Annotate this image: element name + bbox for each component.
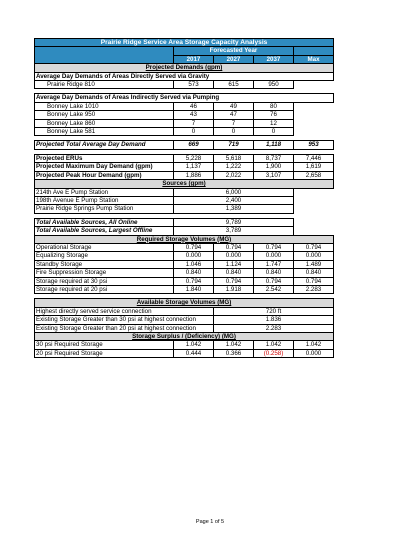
table-row: Bonney Lake 860 7 7 12: [35, 119, 334, 127]
table-row: Total Available Sources, Largest Offline 3,789: [35, 227, 334, 235]
table-row: Fire Suppression Storage 0.840 0.840 0.840 0.840: [35, 269, 334, 277]
surplus-header: Storage Surplus / (Deficiency) (MG): [35, 333, 334, 341]
sources-header: Sources (gpm): [35, 180, 334, 188]
gravity-header: Average Day Demands of Areas Directly Served via Gravity: [35, 72, 334, 80]
table-row: Standby Storage 1.046 1.124 1.747 1.489: [35, 260, 334, 268]
table-row: Total Available Sources, All Online 9,789: [35, 218, 334, 226]
table-row: Projected Maximum Day Demand (gpm) 1,137 1,222 1,900 1,619: [35, 163, 334, 171]
table-row: Bonney Lake 581 0 0 0: [35, 128, 334, 136]
storage-capacity-table: [34, 38, 333, 358]
table-row: Projected Peak Hour Demand (gpm) 1,886 2,022 3,107 2,658: [35, 171, 334, 179]
total-average-day-row: Projected Total Average Day Demand 669 719 1,118 953: [35, 141, 334, 149]
table-row: Existing Storage Greater than 20 psi at highest connection 2.283: [35, 324, 334, 332]
table-row: Operational Storage 0.794 0.794 0.794 0.794: [35, 243, 334, 251]
forecast-year-header: Forecasted Year: [174, 47, 294, 55]
table-row: Highest directly served service connection 720 ft: [35, 307, 334, 315]
table-row: Storage required at 30 psi 0.794 0.794 0.794 0.794: [35, 277, 334, 285]
max-header: Max: [294, 55, 334, 63]
table-row: Bonney Lake 1010 46 49 80: [35, 102, 334, 110]
year-2027-header: 2027: [214, 55, 254, 63]
table-row: 198th Avenue E Pump Station 2,400: [35, 196, 334, 204]
pumping-header: Average Day Demands of Areas Indirectly Served via Pumping: [35, 94, 334, 102]
page-footer: Page 1 of 5: [195, 519, 225, 525]
year-2017-header: 2017: [174, 55, 214, 63]
available-storage-header: Available Storage Volumes (MG): [35, 299, 334, 307]
table-row: Bonney Lake 950 43 47 76: [35, 111, 334, 119]
table-row: 30 psi Required Storage 1.042 1.042 1.042 1.042: [35, 341, 334, 349]
table-row: 20 psi Required Storage 0.444 0.366 (0.258) 0.000: [35, 349, 334, 357]
table-row: Prairie Ridge Springs Pump Station 1,389: [35, 205, 334, 213]
table-row: Storage required at 20 psi 1.840 1.918 2.542 2.283: [35, 285, 334, 293]
table-title: Prairie Ridge Service Area Storage Capacity Analysis: [35, 39, 334, 47]
year-2037-header: 2037: [254, 55, 294, 63]
table-row: Existing Storage Greater than 30 psi at highest connection 1.836: [35, 316, 334, 324]
table-row: 214th Ave E Pump Station 6,000: [35, 188, 334, 196]
projected-demands-header: Projected Demands (gpm): [35, 64, 334, 72]
required-storage-header: Required Storage Volumes (MG): [35, 235, 334, 243]
table-row: Equalizing Storage 0.000 0.000 0.000 0.000: [35, 252, 334, 260]
table-row: Prairie Ridge 810 573 615 950: [35, 81, 334, 89]
deficiency-value: (0.258): [254, 349, 294, 357]
table-row: Projected ERUs 5,228 5,618 8,737 7,446: [35, 154, 334, 162]
